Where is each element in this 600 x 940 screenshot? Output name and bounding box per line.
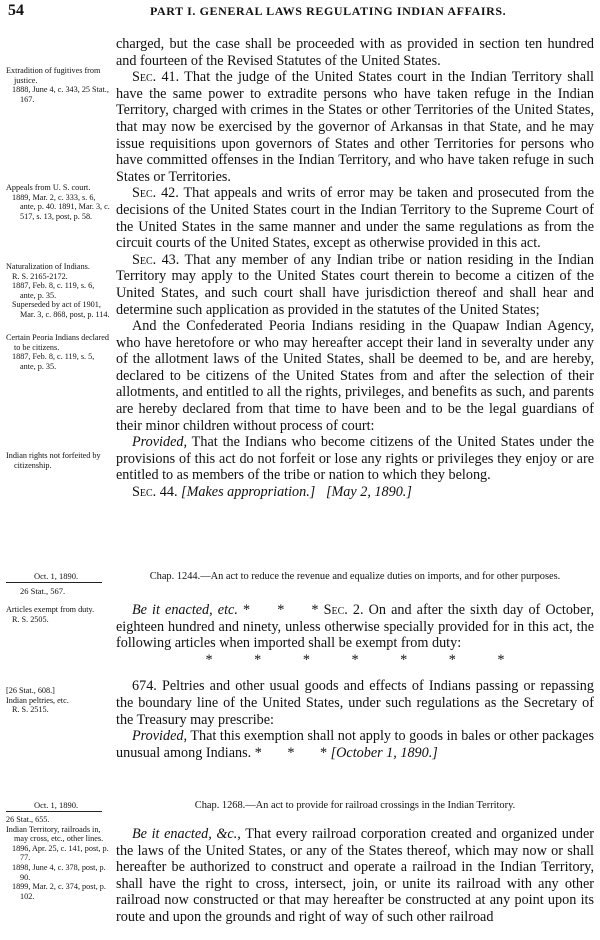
enacting-clause-1268: Be it enacted, &c., That every railroad corporation created and organized under the laws of the United States, or any of the States thereof, which may now or shall hereafter be authorized to construct and operate a railroad in the Indian Territory, shall have the right to cross, intersect, join, or unite its railroad with any other railroad now constructed or that may hereafter be constructed at any point upon its route and upon the grounds and right of way of such other railroad <box>116 826 595 925</box>
page-number: 54 <box>8 2 24 19</box>
margin-peoria: Certain Peoria Indians declared to be citizens. 1887, Feb. 8, c. 119, s. 5, ante, p. 35. <box>6 333 109 371</box>
peoria-paragraph: And the Confederated Peoria Indians residing in the Quapaw Indian Agency, who have heretofore or who may hereafter accept their land in severalty under any of the allotment laws of the United States, shall be deemed to be, and are hereby, declared to be citizens of the United States from and after the selection of their allotments, and entitled to all the rights, privileges, and benefits as such, and parents are hereby declared from that time to have been and to be the legal guardians of their minor children without process of court: <box>116 318 594 434</box>
sections-41-44 <box>116 36 594 501</box>
margin-rule-2 <box>6 811 102 812</box>
chap1244-body <box>116 602 594 761</box>
margin-rights: Indian rights not forfeited by citizenship. <box>6 451 101 470</box>
section-41: Sec. 41. That the judge of the United States court in the Indian Territory shall have the same power to extradite persons who have taken refuge in the Indian Territory, charged with crimes in the States or other Territories of the United States, that may now be exercised by the governor of Arkansas in that State, and he may issue requisitions upon governors of States and other Territories for persons who have committed offenses in the Indian Territory, and who have taken refuge in such States or Territories. <box>116 69 594 185</box>
chap1268-body <box>116 826 594 926</box>
margin-railroads: 26 Stat., 655. Indian Territory, railroads in, may cross, etc., other lines. 1896, Apr. 25, c. 141, post, p. 77. 1898, June 4, c. 378, post, p. 90. 1899, Mar. 2, c. 374, post, p. 102. <box>6 815 109 901</box>
paragraph-674: 674. Peltries and other usual goods and effects of Indians passing or repassing the boundary line of the United States, under such regulations as the Secretary of the Treasury may prescribe: <box>116 678 594 728</box>
section-43: Sec. 43. That any member of any Indian tribe or nation residing in the Indian Territory may apply to the United States court therein to become a citizen of the United States, and such court shall have jurisdiction thereof and shall hear and determine such application as provided in the statutes of the United States; <box>116 251 595 318</box>
running-head: PART I. GENERAL LAWS REGULATING INDIAN AFFAIRS. <box>150 4 507 18</box>
continued-paragraph: charged, but the case shall be proceeded with as provided in section ten hundred and fourteen of the Revised Statutes of the United States. <box>116 36 594 69</box>
chap1244-title: Chap. 1244.—An act to reduce the revenue and equalize duties on imports, and for other purposes. <box>149 571 561 582</box>
section-44: Sec. 44. [Makes appropriation.] [May 2, 1890.] <box>132 484 412 501</box>
section-42: Sec. 42. That appeals and writs of error may be taken and prosecuted from the decisions of the United States court in the Indian Territory to the Supreme Court of the United States in the same manner and under the same regulations as from the circuit courts of the United States, except as otherwise provided in this act. <box>116 185 595 252</box>
margin-appeals: Appeals from U. S. court. 1889, Mar. 2, c. 333, s. 6, ante, p. 40. 1891, Mar. 3, c. 517, s. 13, post, p. 58. <box>6 183 110 221</box>
chap1268-date: Oct. 1, 1890. <box>34 800 79 810</box>
margin-peltries: [26 Stat., 608.] Indian peltries, etc. R. S. 2515. <box>6 686 69 715</box>
proviso-paragraph: Provided, That the Indians who become citizens of the United States under the provisions of this act do not forfeit or lose any rights or privileges they enjoy or are entitled to as members of the tribe or nation to which they belong. <box>116 434 594 484</box>
proviso-674: Provided, That this exemption shall not apply to goods in bales or other packages unusual among Indians. * * * [October 1, 1890.] <box>116 728 594 761</box>
ellipsis-stars: * * * * * * * <box>205 651 505 668</box>
margin-naturalization: Naturalization of Indians. R. S. 2165-2172. 1887, Feb. 8, c. 119, s. 6, ante, p. 35. Superseded by act of 1901, Mar. 3, c. 868, post, p. 114. <box>6 262 110 319</box>
chap1268-title: Chap. 1268.—An act to provide for railroad crossings in the Indian Territory. <box>194 800 516 811</box>
margin-extradition: Extradition of fugitives from justice. 1888, June 4, c. 343, 25 Stat., 167. <box>6 66 109 104</box>
enacting-clause-1244: Be it enacted, etc. * * * Sec. 2. On and after the sixth day of October, eighteen hundred and ninety, unless otherwise specially provided for in this act, the following articles when imported shall be exempt from duty: <box>116 602 595 652</box>
chap1244-date: Oct. 1, 1890. <box>34 571 79 581</box>
margin-rule <box>6 582 102 583</box>
chap1244-stat: 26 Stat., 567. <box>20 586 66 596</box>
margin-articles-exempt: Articles exempt from duty. R. S. 2505. <box>6 605 95 624</box>
